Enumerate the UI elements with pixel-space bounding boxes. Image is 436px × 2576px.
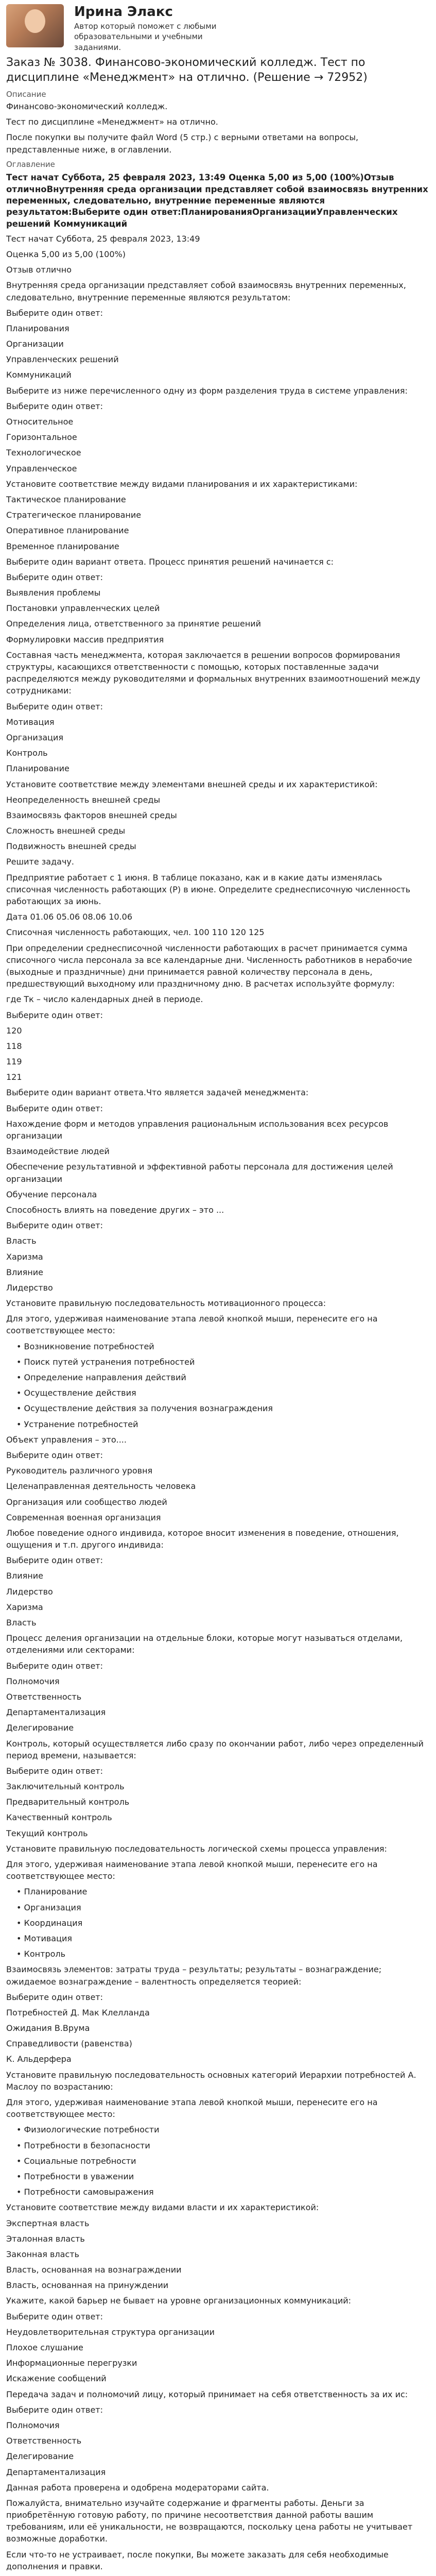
content-line: Взаимосвязь факторов внешней среды — [6, 810, 177, 820]
list-item: • Координация — [16, 1917, 430, 1929]
content-line: 120 — [6, 1025, 22, 1036]
author-avatar[interactable] — [6, 4, 64, 47]
maslow-steps-list — [6, 2124, 430, 2198]
list-item: • Потребности в безопасности — [16, 2140, 430, 2151]
author-info — [74, 4, 229, 53]
content-line: Установите соответствие между видами планирования и их характеристиками: — [6, 479, 358, 489]
content-line: Делегирование — [6, 2451, 74, 2462]
content-line: Для этого, удерживая наименование этапа левой кнопкой мыши, перенесите его на соответствующее место: — [6, 1859, 378, 1882]
content-line: Ожидания В.Врума — [6, 2023, 90, 2033]
content-line: Делегирование — [6, 1723, 74, 1733]
content-line: Выберите один ответ: — [6, 1766, 103, 1776]
content-line: где Тк – число календарных дней в периоде. — [6, 994, 203, 1005]
question-content-2 — [6, 1434, 430, 1883]
content-line: Ответственность — [6, 1691, 82, 1702]
content-line: Организации — [6, 339, 64, 349]
content-line: Предварительный контроль — [6, 1797, 130, 1807]
content-line: Выберите один ответ: — [6, 1992, 103, 2002]
content-line: Выберите один вариант ответа.Что является задачей менеджмента: — [6, 1088, 309, 1098]
content-line: Планирование — [6, 764, 69, 774]
content-line: Списочная численность работающих, чел. 100 110 120 125 — [6, 927, 265, 938]
content-line: Данная работа проверена и одобрена модераторами сайта. — [6, 2482, 269, 2493]
toc-label: Оглавление — [6, 159, 55, 169]
list-item: • Планирование — [16, 1886, 430, 1897]
content-line: Для этого, удерживая наименование этапа левой кнопкой мыши, перенесите его на соответствующее место: — [6, 2097, 378, 2120]
content-line: Организация — [6, 732, 64, 742]
content-line: Контроль, который осуществляется либо сразу по окончании работ, либо через определенный период времени, называется: — [6, 1738, 424, 1760]
content-line: 118 — [6, 1041, 22, 1051]
order-title: Заказ № 3038. Финансово-экономический колледж. Тест по дисциплине «Менеджмент» на отлично. (Решение → 72952) — [6, 56, 368, 84]
content-line: Оперативное планирование — [6, 526, 129, 536]
list-item: • Физиологические потребности — [16, 2124, 430, 2136]
content-line: Составная часть менеджмента, которая заключается в решении вопросов формирования структуры, касающихся ответственности с помощью, которых поставленные задачи распределяются между руководителями и формальных внутренних взаимоотношений между сотрудниками: — [6, 650, 421, 696]
list-item: • Осуществление действия — [16, 1387, 430, 1399]
content-line: Власть, основанная на принуждении — [6, 2280, 169, 2291]
content-line: Выберите один ответ: — [6, 2404, 103, 2415]
toc-heading: Тест начат Суббота, 25 февраля 2023, 13:49 Оценка 5,00 из 5,00 (100%)Отзыв отличноВнутренняя среда организации представляет собой взаимосвязь внутренних переменных, следовательно, внутренние переменные являются результатом:Выберите один ответ:ПланированияОрганизацииУправленческих решений Коммуникаций — [6, 173, 428, 229]
question-content-1 — [6, 233, 430, 1337]
content-line: Целенаправленная деятельность человека — [6, 1481, 196, 1492]
content-line: Лидерство — [6, 1586, 53, 1597]
content-line: Взаимодействие людей — [6, 1146, 110, 1157]
content-line: Харизма — [6, 1602, 43, 1612]
list-item: • Социальные потребности — [16, 2155, 430, 2167]
content-line: Тактическое планирование — [6, 494, 126, 504]
description-line: После покупки вы получите файл Word (5 стр.) с верными ответами на вопросы, представленные ниже, в оглавлении. — [6, 132, 359, 155]
content-line: Департаментализация — [6, 2467, 106, 2477]
content-line: Обучение персонала — [6, 1189, 97, 1199]
description-label: Описание — [6, 90, 46, 99]
content-line: Выберите один ответ: — [6, 572, 103, 582]
content-line: Укажите, какой барьер не бывает на уровне организационных коммуникаций: — [6, 2296, 352, 2306]
content-line: Нахождение форм и методов управления рациональным использования всех ресурсов организации — [6, 1118, 389, 1141]
description-lines — [6, 100, 430, 156]
content-line: Эталонная власть — [6, 2233, 85, 2244]
content-line: Выберите один ответ: — [6, 308, 103, 318]
content-line: Способность влиять на поведение других – это ... — [6, 1205, 224, 1215]
content-line: Власть — [6, 1236, 37, 1246]
content-line: Выявления проблемы — [6, 588, 101, 598]
content-line: Потребностей Д. Мак Клелланда — [6, 2007, 150, 2018]
question-content-4 — [6, 2201, 430, 2572]
list-item: • Возникновение потребностей — [16, 1341, 430, 1352]
content-line: Технологическое — [6, 448, 81, 458]
content-line: Экспертная власть — [6, 2218, 90, 2228]
content-line: Формулировки массив предприятия — [6, 634, 164, 645]
content-line: Неудовлетворительная структура организации — [6, 2327, 215, 2337]
content-line: Установите правильную последовательность логической схемы процесса управления: — [6, 1843, 387, 1854]
description-line: Финансово-экономический колледж. — [6, 101, 168, 111]
content-line: Тест начат Суббота, 25 февраля 2023, 13:49 — [6, 233, 200, 244]
content-line: Полномочия — [6, 1676, 60, 1686]
content-line: Отзыв отлично — [6, 265, 72, 275]
content-line: Процесс деления организации на отдельные блоки, которые могут называться отделами, отделениями или секторами: — [6, 1633, 403, 1655]
content-line: Управленческое — [6, 463, 77, 473]
content-line: Выберите один ответ: — [6, 1660, 103, 1671]
content-line: Оценка 5,00 из 5,00 (100%) — [6, 249, 126, 259]
content-line: Выберите из ниже перечисленного одну из форм разделения труда в системе управления: — [6, 385, 408, 396]
content-line: Любое поведение одного индивида, которое вносит изменения в поведение, отношения, ощущения и т.п. другого индивида: — [6, 1528, 399, 1550]
content-line: Харизма — [6, 1251, 43, 1262]
content-line: Власть, основанная на вознаграждении — [6, 2265, 182, 2275]
content-line: Дата 01.06 05.06 08.06 10.06 — [6, 912, 132, 922]
content-line: Пожалуйста, внимательно изучайте содержание и фрагменты работы. Деньги за приобретённую готовую работу, по причине несоответствия данной работы вашим требованиям, или её уникальности, не возвращаются, поскольку цена работы не учитывает возможные доработки. — [6, 2498, 413, 2544]
content-line: Подвижность внешней среды — [6, 841, 136, 852]
content-line: Влияние — [6, 1267, 43, 1277]
content-line: Выберите один ответ: — [6, 701, 103, 711]
content-line: Горизонтальное — [6, 432, 77, 443]
content-line: Организация или сообщество людей — [6, 1497, 167, 1507]
list-item: • Устранение потребностей — [16, 1418, 430, 1430]
content-line: Планирования — [6, 323, 69, 333]
list-item: • Осуществление действия за получения вознаграждения — [16, 1402, 430, 1414]
content-line: Временное планирование — [6, 541, 119, 551]
content-line: Департаментализация — [6, 1707, 106, 1718]
content-line: Плохое слушание — [6, 2343, 83, 2353]
content-line: Неопределенность внешней среды — [6, 794, 161, 805]
content-line: К. Альдерфера — [6, 2054, 72, 2064]
content-line: Заключительный контроль — [6, 1782, 125, 1792]
content-line: Установите правильную последовательность мотивационного процесса: — [6, 1298, 326, 1309]
content-line: Управленческих решений — [6, 354, 119, 365]
content-line: Выберите один ответ: — [6, 1555, 103, 1566]
question-content-3 — [6, 1963, 430, 2120]
content-line: Выберите один вариант ответа. Процесс принятия решений начинается с: — [6, 556, 334, 567]
content-line: Текущий контроль — [6, 1828, 88, 1838]
content-line: Коммуникаций — [6, 370, 72, 380]
content-line: Решите задачу. — [6, 857, 74, 867]
description-line: Тест по дисциплине «Менеджмент» на отлично. — [6, 117, 218, 127]
content-line: Определения лица, ответственного за принятие решений — [6, 619, 261, 629]
content-line: Сложность внешней среды — [6, 826, 126, 836]
author-description: Автор который поможет с любыми образовательными и учебными заданиями. — [74, 22, 217, 52]
content-line: Установите соответствие между элементами внешней среды и их характеристикой: — [6, 779, 378, 789]
author-header — [6, 0, 430, 56]
list-item: • Определение направления действий — [16, 1371, 430, 1383]
content-line: Относительное — [6, 417, 74, 427]
content-line: Лидерство — [6, 1282, 53, 1293]
content-line: Контроль — [6, 748, 48, 758]
content-line: Искажение сообщений — [6, 2374, 107, 2384]
content-line: Ответственность — [6, 2436, 82, 2446]
content-line: Руководитель различного уровня — [6, 1466, 153, 1476]
content-line: Качественный контроль — [6, 1812, 112, 1823]
content-line: Мотивация — [6, 717, 55, 727]
content-line: Объект управления – это.... — [6, 1434, 127, 1445]
content-line: Установите соответствие между видами власти и их характеристикой: — [6, 2202, 319, 2213]
content-line: Предприятие работает с 1 июня. В таблице показано, как и в какие даты изменялась списочная численность работающих (Р) в июне. Определите среднесписочную численность работающих за июнь. — [6, 872, 411, 907]
content-line: Выберите один ответ: — [6, 1450, 103, 1460]
content-line: Внутренняя среда организации представляет собой взаимосвязь внутренних переменных, следовательно, внутренние переменные являются результатом: — [6, 280, 406, 302]
list-item: • Потребности самовыражения — [16, 2186, 430, 2198]
content-line: Влияние — [6, 1571, 43, 1581]
content-line: Справедливости (равенства) — [6, 2039, 132, 2049]
content-line: Выберите один ответ: — [6, 1103, 103, 1113]
management-steps-list — [6, 1886, 430, 1960]
content-line: Информационные перегрузки — [6, 2358, 137, 2368]
list-item: • Поиск путей устранения потребностей — [16, 1356, 430, 1368]
content-line: При определении среднесписочной численности работающих в расчет принимается сумма списочного числа персонала за все календарные дни. Численность работников в нерабочие (выходные и праздничные) дни принимается равной количеству персонала в день, предшествующий выходному или праздничному дню. В расчетах используйте формулу: — [6, 943, 412, 989]
content-line: Установите правильную последовательность основных категорий Иерархии потребностей А. Маслоу по возрастанию: — [6, 2070, 416, 2092]
content-line: Власть — [6, 1618, 37, 1628]
content-line: Полномочия — [6, 2420, 60, 2430]
author-name[interactable]: Ирина Элакс — [74, 4, 173, 20]
list-item: • Мотивация — [16, 1933, 430, 1944]
content-line: Современная военная организация — [6, 1512, 161, 1522]
content-line: Выберите один ответ: — [6, 2311, 103, 2321]
list-item: • Контроль — [16, 1948, 430, 1960]
motivation-steps-list — [6, 1341, 430, 1430]
content-line: Выберите один ответ: — [6, 1010, 103, 1020]
content-line: Постановки управленческих целей — [6, 603, 160, 614]
content-line: 119 — [6, 1057, 22, 1067]
content-line: Передача задач и полномочий лицу, который принимает на себя ответственность за их ис: — [6, 2389, 408, 2399]
content-line: Если что-то не устраивает, после покупки, Вы можете заказать для себя необходимые дополнения и правки. — [6, 2549, 389, 2571]
content-line: Выберите один ответ: — [6, 401, 103, 411]
content-line: Обеспечение результативной и эффективной работы персонала для достижения целей организации — [6, 1162, 393, 1184]
content-line: Взаимосвязь элементов: затраты труда – результаты; результаты – вознаграждение; ожидаемое вознаграждение – валентность определяется теорией: — [6, 1964, 382, 1987]
content-line: 121 — [6, 1072, 22, 1082]
content-line: Для этого, удерживая наименование этапа левой кнопкой мыши, перенесите его на соответствующее место: — [6, 1314, 378, 1336]
list-item: • Организация — [16, 1902, 430, 1913]
content-line: Законная власть — [6, 2249, 79, 2259]
content-line: Стратегическое планирование — [6, 510, 142, 520]
content-line: Выберите один ответ: — [6, 1221, 103, 1231]
list-item: • Потребности в уважении — [16, 2171, 430, 2182]
